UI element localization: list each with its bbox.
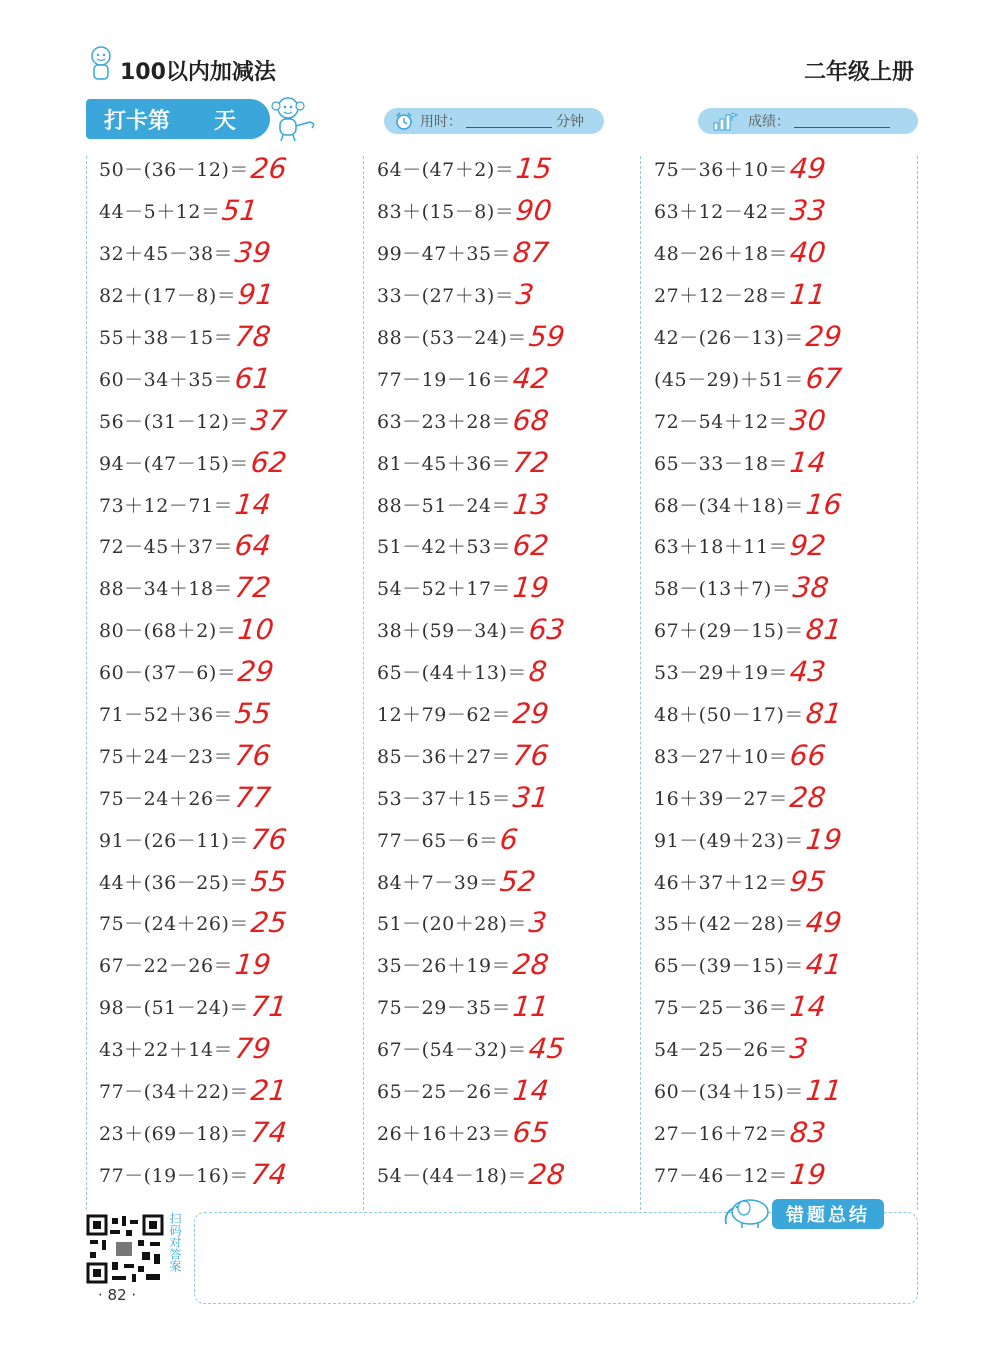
handwritten-answer[interactable]: 51 — [220, 194, 260, 228]
handwritten-answer[interactable]: 43 — [788, 655, 828, 689]
handwritten-answer[interactable]: 62 — [249, 445, 289, 479]
handwritten-answer[interactable]: 11 — [788, 278, 828, 312]
problem-row — [654, 274, 924, 316]
handwritten-answer[interactable]: 68 — [511, 403, 551, 437]
handwritten-answer[interactable]: 3 — [514, 278, 536, 312]
problem-expression: 71－52＋36＝ — [99, 704, 234, 727]
problem-expression: 33－(27＋3)＝ — [377, 285, 515, 308]
problem-row — [654, 609, 924, 651]
problem-row — [377, 693, 647, 735]
handwritten-answer[interactable]: 79 — [233, 1032, 273, 1066]
mistake-summary-label: 错题总结 — [772, 1199, 884, 1229]
problem-expression: 56－(31－12)＝ — [99, 410, 249, 433]
problem-expression: 77－65－6＝ — [377, 829, 499, 852]
problem-row — [654, 525, 924, 567]
problem-row — [377, 609, 647, 651]
handwritten-answer[interactable]: 19 — [233, 948, 273, 982]
handwritten-answer[interactable]: 11 — [511, 990, 551, 1024]
problem-row — [377, 818, 647, 860]
handwritten-answer[interactable]: 16 — [804, 487, 844, 521]
problem-expression: 32＋45－38＝ — [99, 243, 234, 266]
problem-expression: 48＋(50－17)＝ — [654, 704, 804, 727]
handwritten-answer[interactable]: 72 — [233, 571, 273, 605]
problem-expression: 60－(34＋15)＝ — [654, 1081, 804, 1104]
problem-column-3 — [654, 148, 924, 1195]
problem-expression: 88－(53－24)＝ — [377, 327, 527, 349]
handwritten-answer[interactable]: 59 — [527, 320, 567, 353]
handwritten-answer[interactable]: 29 — [511, 697, 551, 731]
handwritten-answer[interactable]: 41 — [804, 948, 844, 982]
problem-expression: 65－33－18＝ — [654, 452, 789, 475]
handwritten-answer[interactable]: 8 — [527, 655, 549, 689]
problem-row — [377, 944, 647, 986]
problem-expression: 60－34＋35＝ — [99, 368, 234, 391]
problem-row — [377, 567, 647, 609]
handwritten-answer[interactable]: 49 — [804, 906, 844, 940]
problem-row — [377, 525, 647, 567]
handwritten-answer[interactable]: 28 — [788, 780, 828, 814]
problem-expression: 67－(54－32)＝ — [377, 1039, 527, 1062]
problem-expression: 99－47＋35＝ — [377, 243, 512, 266]
score-label: 成绩： — [748, 114, 790, 130]
handwritten-answer[interactable]: 92 — [788, 529, 828, 563]
monkey-mascot-icon — [266, 94, 318, 144]
problem-row — [99, 441, 369, 483]
problem-row — [654, 818, 924, 860]
handwritten-answer[interactable]: 10 — [236, 613, 276, 647]
problem-row — [654, 441, 924, 483]
handwritten-answer[interactable]: 52 — [498, 864, 538, 898]
problem-expression: 83＋(15－8)＝ — [377, 201, 515, 224]
problem-expression: 54－25－26＝ — [654, 1039, 789, 1062]
handwritten-answer[interactable]: 83 — [788, 1115, 828, 1149]
problem-expression: 65－25－26＝ — [377, 1081, 512, 1104]
handwritten-answer[interactable]: 64 — [233, 529, 273, 563]
problem-expression: 35＋(42－28)＝ — [654, 913, 804, 936]
problem-row — [377, 1111, 647, 1153]
checkin-banner — [86, 99, 270, 139]
handwritten-answer[interactable]: 67 — [804, 361, 844, 395]
handwritten-answer[interactable]: 87 — [511, 236, 551, 270]
problem-row — [654, 651, 924, 693]
problem-expression: 77－(19－16)＝ — [99, 1164, 249, 1187]
problem-row — [654, 1070, 924, 1112]
score-pill — [698, 108, 918, 134]
handwritten-answer[interactable]: 14 — [511, 1074, 551, 1108]
handwritten-answer[interactable]: 76 — [233, 738, 273, 772]
problem-expression: 77－19－16＝ — [377, 368, 512, 391]
problem-expression: 84＋7－39＝ — [377, 871, 499, 894]
column-divider — [86, 156, 87, 1210]
problem-expression: 72－54＋12＝ — [654, 410, 789, 433]
alarm-clock-icon — [394, 111, 414, 131]
problem-expression: 55＋38－15＝ — [99, 327, 234, 349]
handwritten-answer[interactable]: 74 — [249, 1115, 289, 1149]
problem-row — [654, 1111, 924, 1153]
problem-row — [654, 1153, 924, 1195]
handwritten-answer[interactable]: 14 — [788, 990, 828, 1024]
handwritten-answer[interactable]: 61 — [233, 361, 273, 395]
handwritten-answer[interactable]: 42 — [511, 361, 551, 395]
problem-expression: 83－27＋10＝ — [654, 745, 789, 768]
problem-expression: 75＋24－23＝ — [99, 745, 234, 768]
problem-row — [654, 567, 924, 609]
problem-column-2 — [377, 148, 647, 1195]
problem-row — [99, 860, 369, 902]
problem-row — [99, 776, 369, 818]
problem-expression: 88－51－24＝ — [377, 494, 512, 517]
problem-row — [99, 651, 369, 693]
problem-row — [377, 274, 647, 316]
mascot-logo-icon — [86, 44, 116, 82]
handwritten-answer[interactable]: 77 — [233, 780, 273, 814]
handwritten-answer[interactable]: 21 — [249, 1074, 289, 1108]
handwritten-answer[interactable]: 31 — [511, 780, 551, 814]
problem-row — [654, 316, 924, 358]
problem-expression: 81－45＋36＝ — [377, 452, 512, 475]
handwritten-answer[interactable]: 33 — [788, 194, 828, 228]
problem-expression: 51－42＋53＝ — [377, 536, 512, 559]
problem-row — [654, 1028, 924, 1070]
handwritten-answer[interactable]: 81 — [804, 613, 844, 647]
handwritten-answer[interactable]: 14 — [233, 487, 273, 521]
handwritten-answer[interactable]: 66 — [788, 738, 828, 772]
problem-row — [99, 1028, 369, 1070]
page-number: · 82 · — [98, 1286, 137, 1304]
problem-row — [99, 232, 369, 274]
problem-column-1 — [99, 148, 369, 1195]
problem-expression: 85－36＋27＝ — [377, 745, 512, 768]
handwritten-answer[interactable]: 38 — [791, 571, 831, 605]
problem-expression: 65－(39－15)＝ — [654, 955, 804, 978]
handwritten-answer[interactable]: 71 — [249, 990, 289, 1024]
problem-row — [377, 232, 647, 274]
problem-expression: 98－(51－24)＝ — [99, 997, 249, 1020]
problem-expression: 43＋22＋14＝ — [99, 1039, 234, 1062]
handwritten-answer[interactable]: 19 — [788, 1157, 828, 1191]
problem-row — [377, 902, 647, 944]
problem-expression: 91－(49＋23)＝ — [654, 829, 804, 852]
handwritten-answer[interactable]: 74 — [249, 1157, 289, 1191]
problem-row — [654, 357, 924, 399]
problem-row — [654, 944, 924, 986]
handwritten-answer[interactable]: 72 — [511, 445, 551, 479]
handwritten-answer[interactable]: 29 — [236, 655, 276, 689]
handwritten-answer[interactable]: 28 — [511, 948, 551, 982]
problem-row — [99, 693, 369, 735]
checkin-prefix: 打卡第 — [104, 108, 171, 134]
problem-expression: 16＋39－27＝ — [654, 787, 789, 810]
problem-expression: 27＋12－28＝ — [654, 285, 789, 308]
problem-row — [377, 1070, 647, 1112]
problem-row — [99, 1153, 369, 1195]
problem-row — [99, 944, 369, 986]
handwritten-answer[interactable]: 39 — [233, 236, 273, 270]
problem-row — [99, 399, 369, 441]
problem-row — [377, 776, 647, 818]
problem-expression: 35－26＋19＝ — [377, 955, 512, 978]
handwritten-answer[interactable]: 13 — [511, 487, 551, 521]
problem-row — [99, 567, 369, 609]
problem-row — [377, 860, 647, 902]
problem-expression: 67－22－26＝ — [99, 955, 234, 978]
problem-row — [377, 190, 647, 232]
problem-row — [654, 483, 924, 525]
problem-expression: 63－23＋28＝ — [377, 410, 512, 433]
problem-expression: 54－52＋17＝ — [377, 578, 512, 601]
problem-expression: 68－(34＋18)＝ — [654, 494, 804, 517]
problem-expression: 91－(26－11)＝ — [99, 829, 249, 852]
bar-chart-flag-icon — [712, 111, 738, 131]
problem-row — [99, 190, 369, 232]
problem-row — [654, 399, 924, 441]
handwritten-answer[interactable]: 55 — [249, 864, 289, 898]
problem-row — [377, 734, 647, 776]
problem-expression: 75－(24＋26)＝ — [99, 913, 249, 936]
problem-expression: 72－45＋37＝ — [99, 536, 234, 559]
problem-row — [377, 483, 647, 525]
handwritten-answer[interactable]: 14 — [788, 445, 828, 479]
handwritten-answer[interactable]: 91 — [236, 278, 276, 312]
time-unit: 分钟 — [556, 114, 584, 130]
problem-row — [654, 232, 924, 274]
problem-expression: 77－46－12＝ — [654, 1164, 789, 1187]
handwritten-answer[interactable]: 90 — [514, 194, 554, 228]
handwritten-answer[interactable]: 19 — [804, 822, 844, 856]
handwritten-answer[interactable]: 40 — [788, 236, 828, 270]
problem-expression: 75－24＋26＝ — [99, 787, 234, 810]
handwritten-answer[interactable]: 19 — [511, 571, 551, 605]
handwritten-answer[interactable]: 55 — [233, 697, 273, 731]
handwritten-answer[interactable]: 3 — [527, 906, 549, 940]
problem-row — [377, 986, 647, 1028]
handwritten-answer[interactable]: 95 — [788, 864, 828, 898]
problem-expression: 44＋(36－25)＝ — [99, 871, 249, 894]
handwritten-answer[interactable]: 45 — [527, 1032, 567, 1066]
handwritten-answer[interactable]: 6 — [498, 822, 521, 856]
problem-row — [654, 776, 924, 818]
problem-row — [99, 525, 369, 567]
problem-row — [654, 860, 924, 902]
handwritten-answer[interactable]: 28 — [527, 1157, 567, 1191]
handwritten-answer[interactable]: 29 — [804, 320, 844, 353]
problem-row — [377, 148, 647, 190]
problem-expression: (45－29)＋51＝ — [654, 368, 804, 391]
qr-caption: 扫码对答案 — [168, 1212, 182, 1272]
handwritten-answer[interactable]: 76 — [511, 738, 551, 772]
problem-row — [99, 1070, 369, 1112]
problem-expression: 60－(37－6)＝ — [99, 662, 237, 685]
problem-row — [377, 441, 647, 483]
problem-expression: 63＋18＋11＝ — [654, 536, 789, 559]
problem-expression: 26＋16＋23＝ — [377, 1122, 512, 1145]
handwritten-answer[interactable]: 78 — [233, 320, 273, 353]
checkin-suffix: 天 — [214, 108, 237, 134]
problem-expression: 88－34＋18＝ — [99, 578, 234, 601]
problem-expression: 67＋(29－15)＝ — [654, 620, 804, 643]
problem-expression: 75－29－35＝ — [377, 997, 512, 1020]
problem-row — [99, 1111, 369, 1153]
qr-code-icon[interactable] — [86, 1214, 164, 1284]
handwritten-answer[interactable]: 63 — [527, 613, 567, 647]
problem-expression: 51－(20＋28)＝ — [377, 913, 527, 936]
problem-expression: 46＋37＋12＝ — [654, 871, 789, 894]
problem-expression: 54－(44－18)＝ — [377, 1164, 527, 1187]
problem-row — [654, 148, 924, 190]
problem-row — [654, 986, 924, 1028]
handwritten-answer[interactable]: 30 — [788, 403, 828, 437]
handwritten-answer[interactable]: 37 — [249, 403, 289, 437]
problem-expression: 75－25－36＝ — [654, 997, 789, 1020]
problem-row — [377, 651, 647, 693]
problem-expression: 23＋(69－18)＝ — [99, 1122, 249, 1145]
problem-row — [377, 1028, 647, 1070]
handwritten-answer[interactable]: 26 — [249, 152, 289, 186]
problem-row — [654, 734, 924, 776]
time-label: 用时： — [420, 114, 462, 130]
handwritten-answer[interactable]: 81 — [804, 697, 844, 731]
problem-row — [99, 274, 369, 316]
problem-row — [654, 693, 924, 735]
handwritten-answer[interactable]: 76 — [249, 822, 289, 856]
problem-row — [377, 357, 647, 399]
problem-row — [99, 902, 369, 944]
handwritten-answer[interactable]: 11 — [804, 1074, 844, 1108]
elephant-icon — [720, 1194, 774, 1230]
problem-row — [99, 818, 369, 860]
problem-row — [654, 902, 924, 944]
problem-row — [99, 609, 369, 651]
problem-expression: 58－(13＋7)＝ — [654, 578, 792, 601]
problem-expression: 65－(44＋13)＝ — [377, 662, 527, 685]
problem-row — [377, 316, 647, 358]
problem-row — [99, 316, 369, 358]
problem-expression: 63＋12－42＝ — [654, 201, 789, 224]
problem-expression: 80－(68＋2)＝ — [99, 620, 237, 643]
problem-row — [99, 357, 369, 399]
problem-expression: 94－(47－15)＝ — [99, 452, 249, 475]
handwritten-answer[interactable]: 62 — [511, 529, 551, 563]
handwritten-answer[interactable]: 49 — [788, 152, 828, 186]
problem-row — [377, 1153, 647, 1195]
time-pill — [384, 108, 604, 134]
handwritten-answer[interactable]: 65 — [511, 1115, 551, 1149]
problem-expression: 27－16＋72＝ — [654, 1122, 789, 1145]
problem-row — [377, 399, 647, 441]
problem-expression: 44－5＋12＝ — [99, 201, 221, 224]
problem-expression: 73＋12－71＝ — [99, 494, 234, 517]
problem-expression: 48－26＋18＝ — [654, 243, 789, 266]
problem-expression: 38＋(59－34)＝ — [377, 620, 527, 643]
problem-expression: 12＋79－62＝ — [377, 704, 512, 727]
problem-expression: 53－37＋15＝ — [377, 787, 512, 810]
problem-expression: 77－(34＋22)＝ — [99, 1081, 249, 1104]
problem-expression: 75－36＋10＝ — [654, 159, 789, 182]
problem-expression: 50－(36－12)＝ — [99, 159, 249, 182]
book-title: 100以内加减法 — [120, 60, 276, 85]
handwritten-answer[interactable]: 25 — [249, 906, 289, 940]
problem-expression: 53－29＋19＝ — [654, 662, 789, 685]
problem-expression: 64－(47＋2)＝ — [377, 159, 515, 182]
problem-expression: 42－(26－13)＝ — [654, 327, 804, 349]
score-blank[interactable] — [794, 115, 890, 128]
problem-row — [654, 190, 924, 232]
grade-label: 二年级上册 — [803, 60, 914, 85]
problem-expression: 82＋(17－8)＝ — [99, 285, 237, 308]
problem-row — [99, 734, 369, 776]
handwritten-answer[interactable]: 15 — [514, 152, 554, 186]
problem-row — [99, 986, 369, 1028]
problem-row — [99, 148, 369, 190]
handwritten-answer[interactable]: 3 — [788, 1032, 810, 1066]
problem-row — [99, 483, 369, 525]
time-blank[interactable] — [466, 115, 552, 128]
